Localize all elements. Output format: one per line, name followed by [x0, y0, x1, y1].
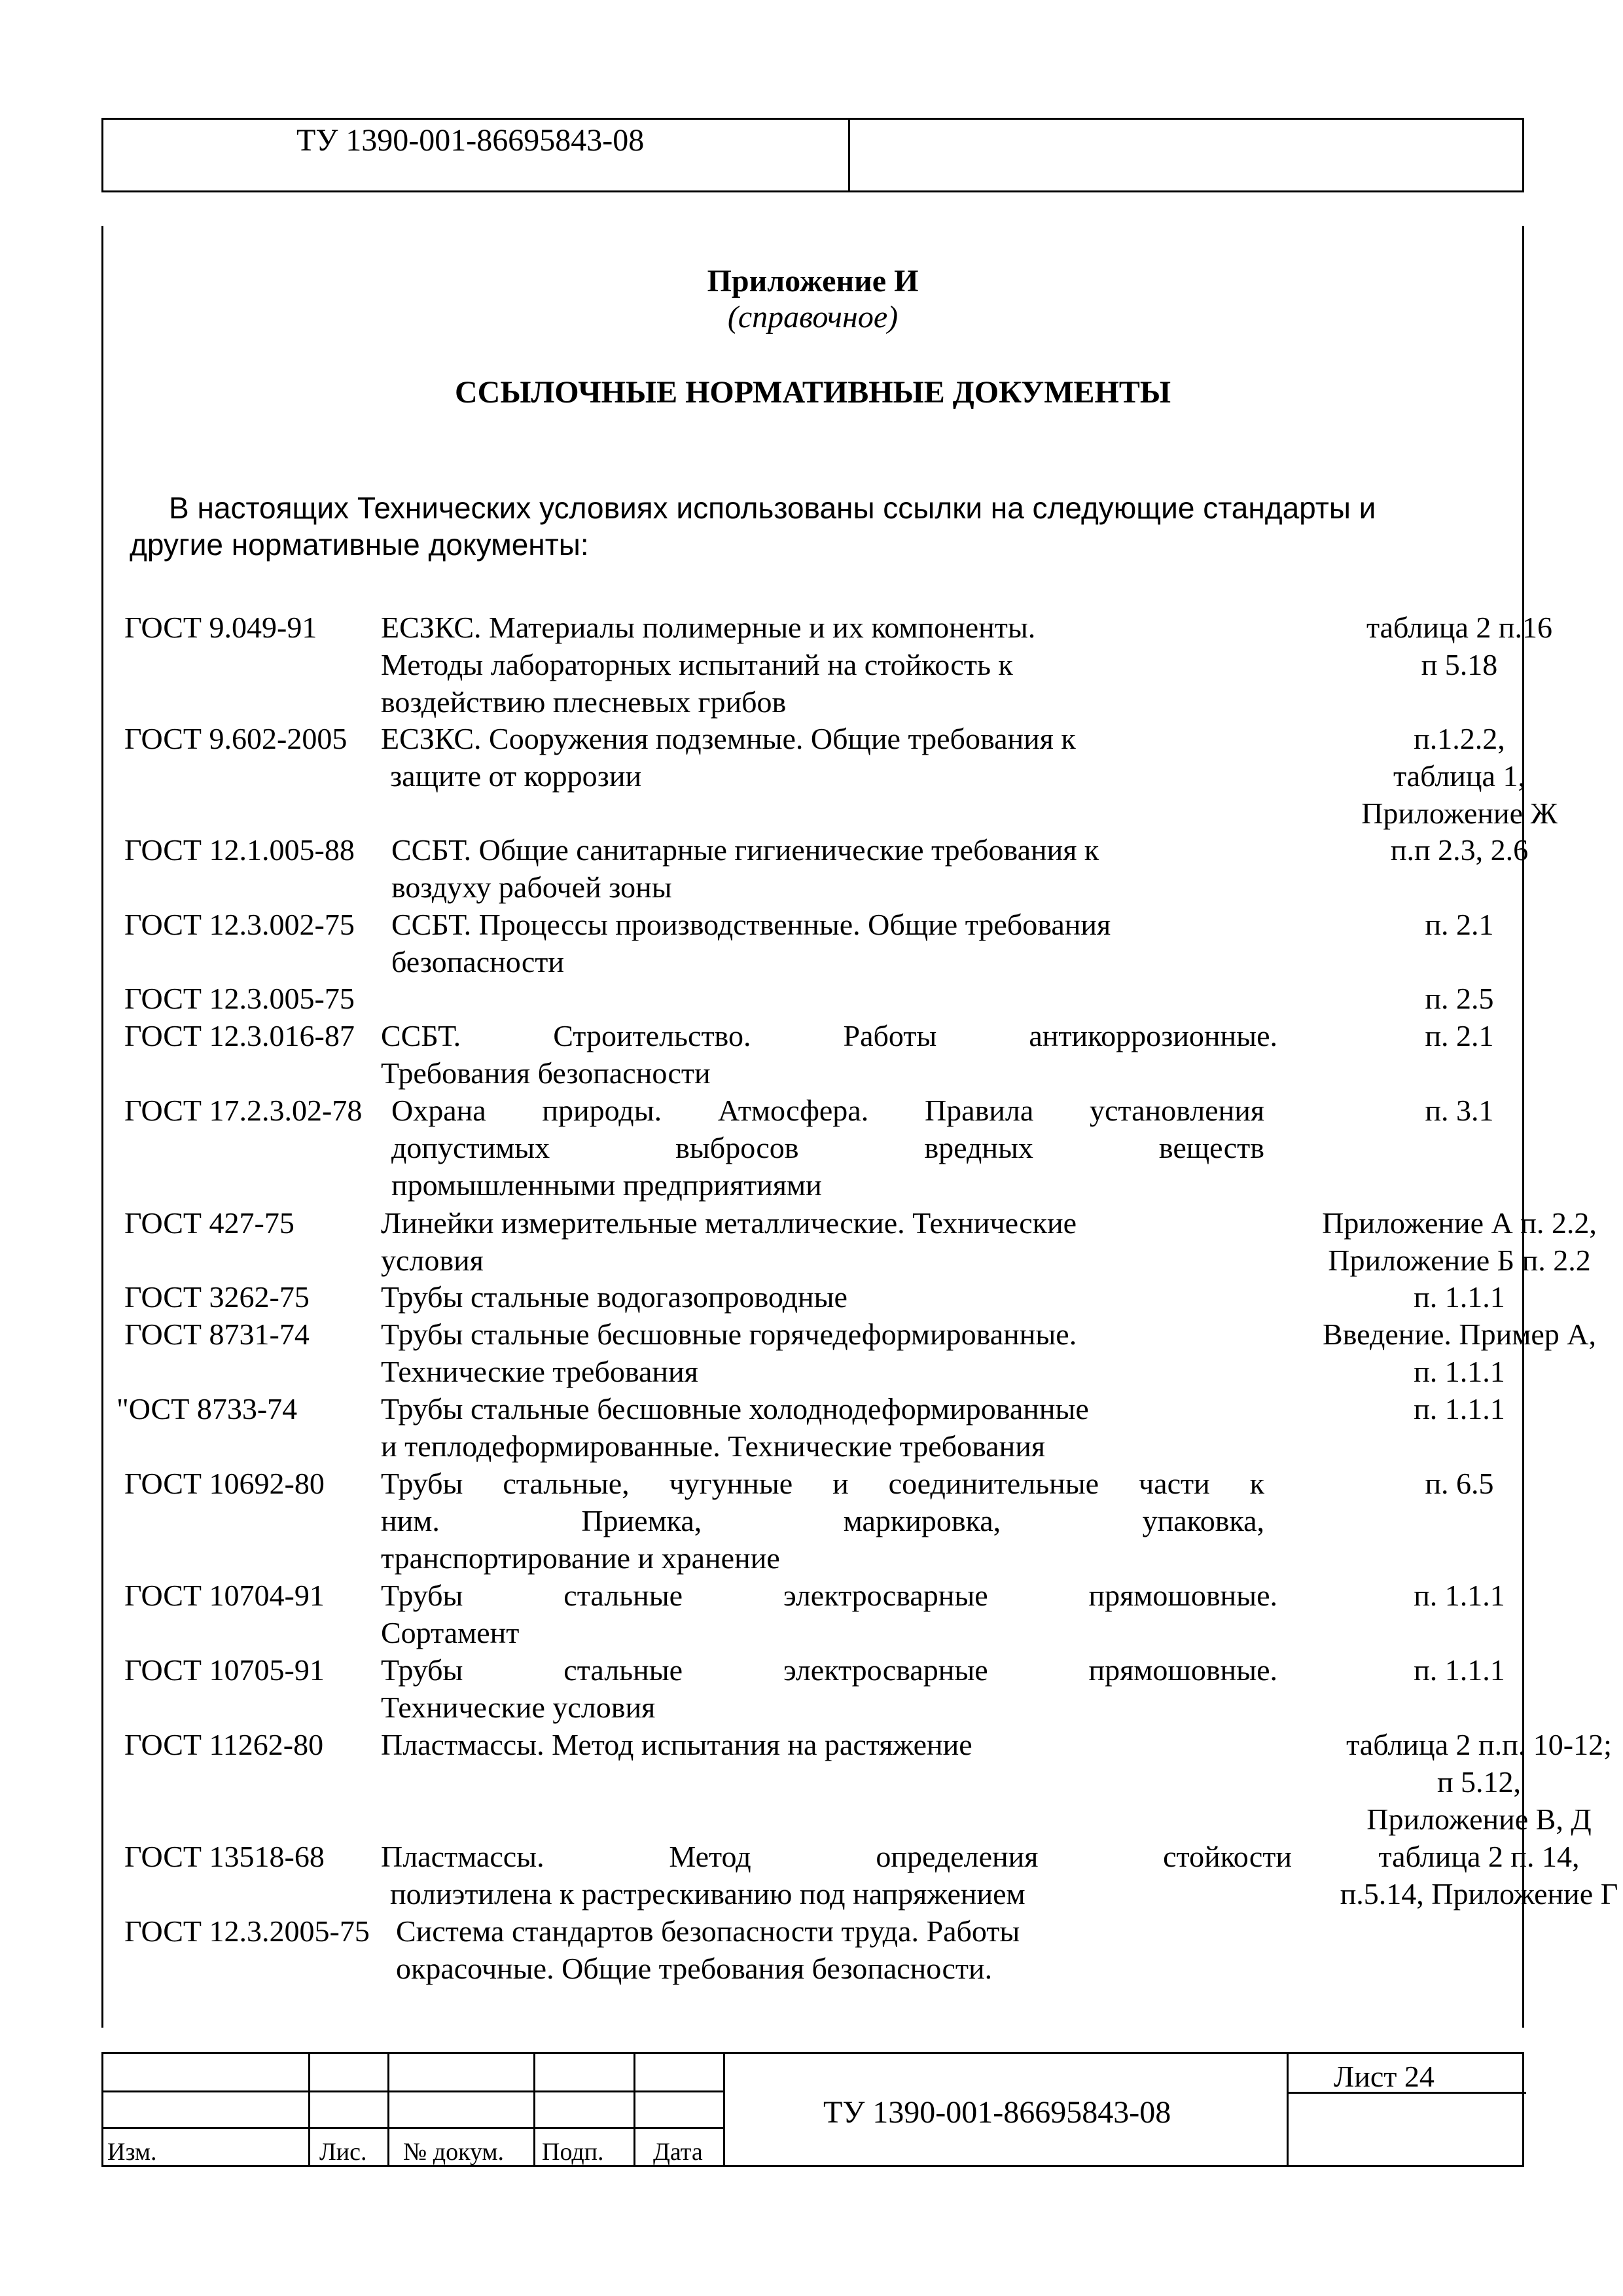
reference-desc-line: Технические условия — [381, 1691, 656, 1724]
footer-col-line — [1287, 2054, 1289, 2165]
header-divider — [848, 120, 850, 190]
reference-desc-line: воздуху рабочей зоны — [391, 870, 672, 904]
frame-left-line — [101, 226, 103, 2028]
reference-clause: таблица 2 п.п. 10-12; — [1346, 1728, 1612, 1761]
reference-clause: п 5.12, — [1436, 1765, 1522, 1799]
reference-code: ГОСТ 8731-74 — [124, 1318, 310, 1351]
footer-row-line — [103, 2090, 723, 2092]
footer-label-date: Дата — [653, 2138, 703, 2166]
reference-clause: п 5.18 — [1421, 648, 1498, 681]
reference-clause: п. 1.1.1 — [1414, 1280, 1505, 1314]
reference-desc-line: Трубы стальные электросварные прямошовные. — [381, 1653, 1277, 1687]
reference-desc-line: Технические требования — [381, 1355, 698, 1388]
footer-stamp — [101, 2052, 1524, 2167]
reference-code: ГОСТ 9.602-2005 — [124, 722, 348, 755]
reference-code: ГОСТ 13518-68 — [124, 1840, 325, 1873]
footer-label-doc-number: № докум. — [403, 2138, 505, 2166]
reference-desc-line: Охрана природы. Атмосфера. Правила установления — [391, 1094, 1264, 1127]
reference-desc-line: ЕСЗКС. Сооружения подземные. Общие требования к — [381, 722, 1076, 755]
reference-code: ГОСТ 11262-80 — [124, 1728, 324, 1761]
reference-desc-line: промышленными предприятиями — [391, 1168, 822, 1202]
reference-code: ГОСТ 12.3.2005-75 — [124, 1914, 370, 1948]
footer-col-line — [308, 2054, 310, 2165]
reference-desc-line: ССБТ. Процессы производственные. Общие требования — [391, 908, 1111, 941]
reference-desc-line: безопасности — [391, 945, 565, 978]
footer-document-code: ТУ 1390-001-86695843-08 — [823, 2095, 1171, 2130]
reference-desc-line: ССБТ. Строительство. Работы антикоррозионные. — [381, 1019, 1277, 1052]
reference-clause: таблица 2 п.16 — [1366, 611, 1553, 644]
reference-code: "ОСТ 8733-74 — [116, 1392, 298, 1426]
reference-code: ГОСТ 17.2.3.02-78 — [124, 1094, 363, 1127]
reference-code: ГОСТ 12.3.005-75 — [124, 982, 355, 1015]
intro-paragraph: В настоящих Технических условиях использованы ссылки на следующие стандарты и другие нормативные документы: — [130, 491, 1376, 562]
reference-clause: п. 6.5 — [1425, 1467, 1494, 1500]
reference-clause: Приложение А п. 2.2, — [1322, 1206, 1597, 1240]
reference-clause: п.п 2.3, 2.6 — [1390, 833, 1529, 867]
footer-col-line — [723, 2054, 725, 2165]
reference-desc-line: допустимых выбросов вредных веществ — [391, 1131, 1264, 1164]
reference-clause: п. 1.1.1 — [1414, 1653, 1505, 1687]
footer-col-line — [633, 2054, 635, 2165]
reference-desc-line: ЕСЗКС. Материалы полимерные и их компоненты. — [381, 611, 1036, 644]
reference-desc-line: Трубы стальные бесшовные горячедеформированные. — [381, 1318, 1077, 1351]
reference-code: ГОСТ 10692-80 — [124, 1467, 325, 1500]
reference-clause: Приложение Б п. 2.2 — [1328, 1244, 1591, 1277]
reference-desc-line: Трубы стальные бесшовные холоднодеформированные — [381, 1392, 1089, 1426]
reference-code: ГОСТ 10704-91 — [124, 1579, 325, 1612]
reference-desc-line: Система стандартов безопасности труда. Работы — [396, 1914, 1020, 1948]
footer-sheet-number: Лист 24 — [1334, 2060, 1435, 2093]
reference-desc-line: и теплодеформированные. Технические требования — [381, 1429, 1045, 1463]
reference-desc-line: Трубы стальные, чугунные и соединительные части к — [381, 1467, 1264, 1500]
footer-col-line — [533, 2054, 535, 2165]
reference-desc-line: Трубы стальные водогазопроводные — [381, 1280, 847, 1314]
reference-code: ГОСТ 12.1.005-88 — [124, 833, 355, 867]
reference-clause: п. 2.5 — [1425, 982, 1494, 1015]
reference-clause: п. 2.1 — [1425, 1019, 1494, 1052]
reference-desc-line: полиэтилена к растрескиванию под напряжением — [390, 1877, 1026, 1910]
appendix-title: Приложение И — [707, 264, 919, 298]
reference-clause: п. 1.1.1 — [1414, 1579, 1505, 1612]
page-title: ССЫЛОЧНЫЕ НОРМАТИВНЫЕ ДОКУМЕНТЫ — [455, 375, 1171, 410]
reference-desc-line: Требования безопасности — [381, 1056, 711, 1090]
reference-desc-line: воздействию плесневых грибов — [381, 685, 787, 719]
reference-clause: Приложение Ж — [1361, 797, 1558, 830]
reference-code: ГОСТ 12.3.002-75 — [124, 908, 355, 941]
reference-clause: п.5.14, Приложение Г — [1340, 1877, 1618, 1910]
reference-desc-line: условия — [381, 1244, 484, 1277]
reference-code: ГОСТ 10705-91 — [124, 1653, 325, 1687]
reference-clause: п. 1.1.1 — [1414, 1392, 1505, 1426]
footer-label-sheet: Лис. — [319, 2138, 367, 2166]
reference-desc-line: Сортамент — [381, 1616, 520, 1649]
header-document-code: ТУ 1390-001-86695843-08 — [296, 123, 645, 158]
reference-clause: п. 3.1 — [1425, 1094, 1494, 1127]
reference-clause: таблица 1, — [1393, 759, 1525, 793]
reference-code: ГОСТ 427-75 — [124, 1206, 294, 1240]
reference-desc-line: Методы лабораторных испытаний на стойкость к — [381, 648, 1013, 681]
reference-desc-line: Пластмассы. Метод определения стойкости — [381, 1840, 1292, 1873]
footer-label-change: Изм. — [107, 2138, 157, 2166]
reference-clause: Введение. Пример А, — [1323, 1318, 1596, 1351]
reference-desc-line: ним. Приемка, маркировка, упаковка, — [381, 1504, 1264, 1537]
reference-clause: п. 2.1 — [1425, 908, 1494, 941]
reference-desc-line: Пластмассы. Метод испытания на растяжение — [381, 1728, 972, 1761]
reference-desc-line: ССБТ. Общие санитарные гигиенические требования к — [391, 833, 1099, 867]
reference-clause: таблица 2 п. 14, — [1378, 1840, 1580, 1873]
footer-label-signature: Подп. — [542, 2138, 604, 2166]
footer-col-line — [387, 2054, 389, 2165]
reference-desc-line: защите от коррозии — [390, 759, 642, 793]
reference-clause: Приложение В, Д — [1366, 1803, 1592, 1836]
reference-clause: п. 1.1.1 — [1414, 1355, 1505, 1388]
appendix-subtitle: (справочное) — [727, 300, 899, 334]
header-box — [101, 118, 1524, 192]
reference-desc-line: окрасочные. Общие требования безопасности. — [396, 1952, 993, 1985]
reference-code: ГОСТ 9.049-91 — [124, 611, 317, 644]
footer-row-line — [103, 2127, 723, 2129]
reference-code: ГОСТ 3262-75 — [124, 1280, 310, 1314]
reference-code: ГОСТ 12.3.016-87 — [124, 1019, 355, 1052]
reference-desc-line: транспортирование и хранение — [381, 1541, 780, 1575]
reference-clause: п.1.2.2, — [1414, 722, 1505, 755]
reference-desc-line: Линейки измерительные металлические. Технические — [381, 1206, 1077, 1240]
reference-desc-line: Трубы стальные электросварные прямошовные. — [381, 1579, 1277, 1612]
